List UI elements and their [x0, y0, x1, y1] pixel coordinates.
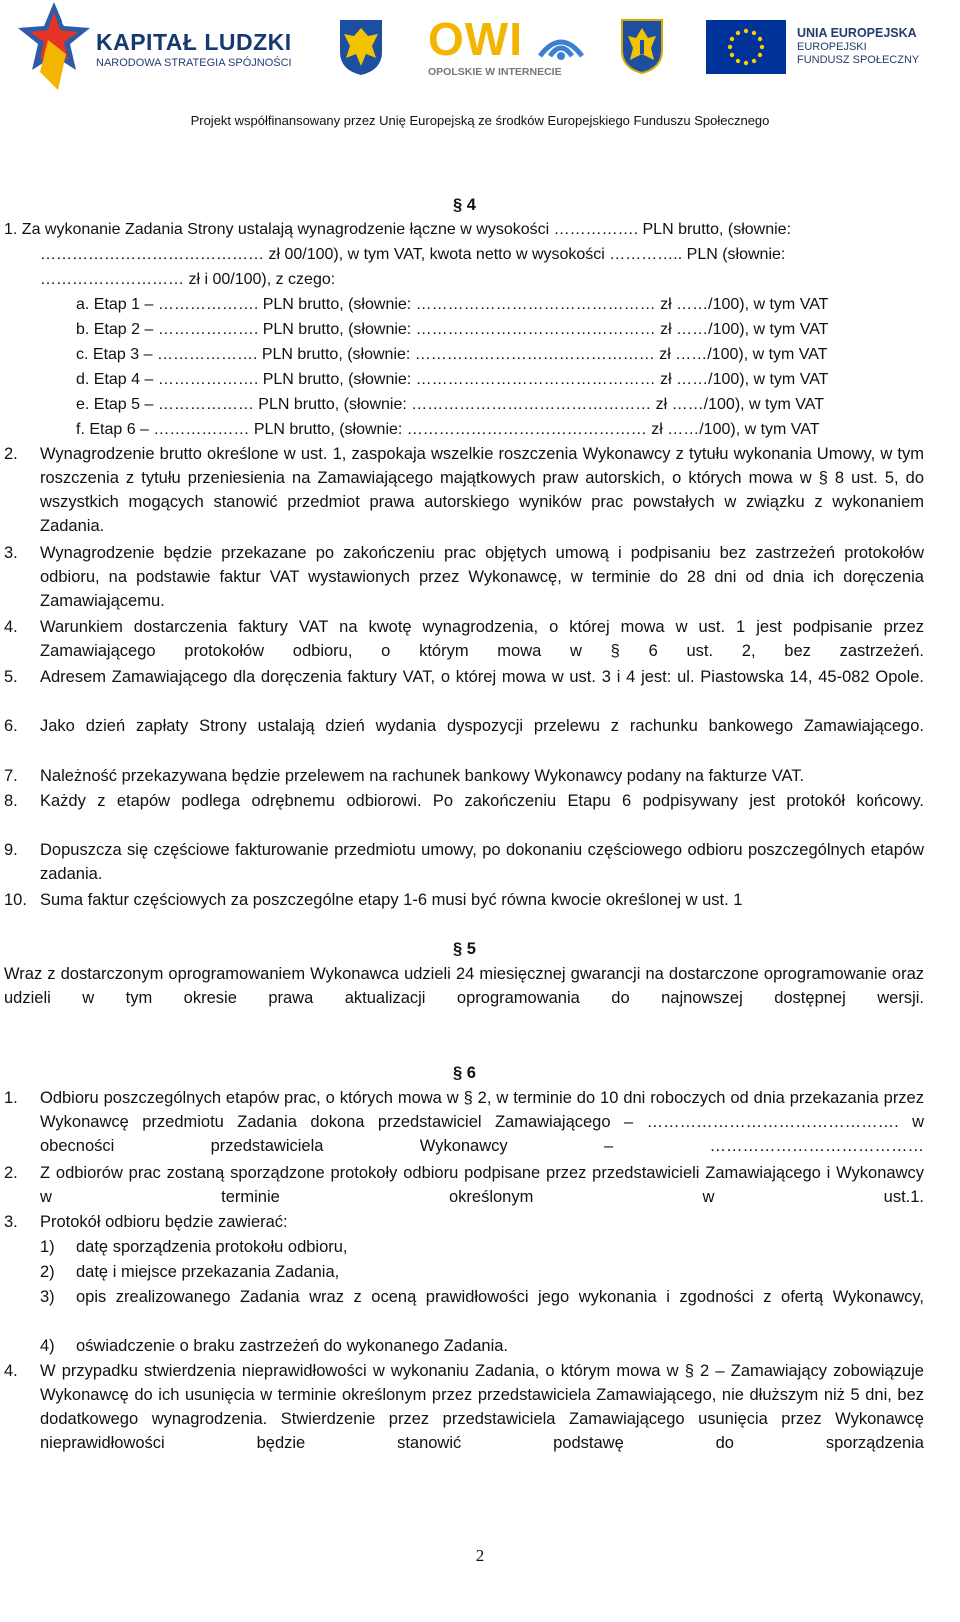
- kapital-ludzki-text: [96, 30, 292, 70]
- s4-p1-line1: 1. Za wykonanie Zadania Strony ustalają wynagrodzenie łączne w wysokości ……………. PLN brutto, (słownie:: [4, 221, 792, 238]
- owi-logo-text: OWI: [428, 13, 523, 65]
- s4-p8-number: 8.: [4, 792, 18, 810]
- s6-p2-number: 2.: [4, 1164, 18, 1182]
- s4-p4-text: Warunkiem dostarczenia faktury VAT na kwotę wynagrodzenia, o której mowa w ust. 1 jest podpisanie przez Zamawiającego protokołów odbioru, o którym mowa w § 6 ust. 2, bez zastrzeżeń.: [40, 618, 924, 660]
- cofinancing-note: Projekt współfinansowany przez Unię Europejską ze środków Europejskiego Funduszu Społecznego: [190, 113, 770, 128]
- s6-item-1-number: 1): [40, 1238, 55, 1256]
- eu-flag-icon: [706, 20, 786, 74]
- s6-item-3-number: 3): [40, 1288, 55, 1306]
- s6-item-4-number: 4): [40, 1337, 55, 1355]
- owi-logo: [428, 14, 588, 84]
- s4-p3-number: 3.: [4, 544, 18, 562]
- s4-p4-number: 4.: [4, 618, 18, 636]
- page-number: 2: [475, 1546, 485, 1565]
- s4-p5-number: 5.: [4, 668, 18, 686]
- kapital-ludzki-logo-icon: [18, 2, 90, 92]
- owi-subtitle: OPOLSKIE W INTERNECIE: [428, 66, 562, 78]
- kapital-ludzki-subtitle: NARODOWA STRATEGIA SPÓJNOŚCI: [96, 57, 292, 69]
- section-4-heading: § 4: [453, 196, 476, 214]
- wifi-icon: [536, 26, 586, 60]
- s4-p9-text: Dopuszcza się częściowe fakturowanie przedmiotu umowy, po dokonaniu częściowego odbioru poszczególnych etapów zadania.: [40, 841, 924, 883]
- s4-p3-text: Wynagrodzenie będzie przekazane po zakończeniu prac objętych umową i podpisaniu bez zastrzeżeń protokołów odbioru, na podstawie faktur VAT wystawionych przez Wykonawcę, w terminie do 28 dni od dnia ich doręczenia Zamawiającemu.: [40, 544, 924, 610]
- s4-etap-6: f. Etap 6 – ……………… PLN brutto, (słownie: ……………………………………… zł ……/100), w tym VAT: [76, 421, 820, 438]
- s4-etap-2: b. Etap 2 – ………………. PLN brutto, (słownie: ……………………………………… zł ……/100), w tym VAT: [76, 321, 829, 338]
- s4-etap-3: c. Etap 3 – ………………. PLN brutto, (słownie: ……………………………………… zł ……/100), w tym VAT: [76, 346, 828, 363]
- s6-item-4-text: oświadczenie o braku zastrzeżeń do wykonanego Zadania.: [76, 1337, 509, 1355]
- s6-item-1-text: datę sporządzenia protokołu odbioru,: [76, 1238, 348, 1256]
- section-6-heading: § 6: [453, 1064, 476, 1082]
- eu-line3: FUNDUSZ SPOŁECZNY: [797, 54, 920, 66]
- s4-etap-4: d. Etap 4 – ………………. PLN brutto, (słownie: ……………………………………… zł ……/100), w tym VAT: [76, 371, 829, 388]
- eu-title: UNIA EUROPEJSKA: [797, 26, 917, 40]
- s4-p7-text: Należność przekazywana będzie przelewem na rachunek bankowy Wykonawcy podany na fakturze VAT.: [40, 767, 805, 785]
- s4-p2-text: Wynagrodzenie brutto określone w ust. 1, zaspokaja wszelkie roszczenia Wykonawcy z tytułu wykonania Umowy, w tym roszczenia z tytułu przeniesienia na Zamawiającego majątkowych praw autorskich, o których mowa w § 8 ust. 5, do wszystkich mogących stanowić przedmiot prawa autorskiego wyników prac powstałych w związku z wykonaniem Zadania.: [40, 445, 924, 535]
- s6-p4-text: W przypadku stwierdzenia nieprawidłowości w wykonaniu Zadania, o którym mowa w § 2 – Zamawiający zobowiązuje Wykonawcę do ich usunięcia w terminie określonym przez przedstawiciela Zamawiającego, nie dłuższym niż 5 dni, bez dodatkowego wynagrodzenia. Stwierdzenie przez przedstawiciela Zamawiającego usunięcia przez Wykonawcę nieprawidłowości będzie stanowić podstawę do sporządzenia: [40, 1362, 924, 1452]
- s4-p10-text: Suma faktur częściowych za poszczególne etapy 1-6 musi być równa kwocie określonej w ust. 1: [40, 891, 743, 909]
- eu-text: [797, 26, 919, 67]
- s4-p9-number: 9.: [4, 841, 18, 859]
- s6-p1-text: Odbioru poszczególnych etapów prac, o których mowa w § 2, w terminie do 10 dni roboczych od dnia przekazania przez Wykonawcę przedmiotu Zadania dokona przedstawiciel Zamawiającego – ………………………………………. w obecności przedstawiciela Wykonawcy – …………………………………: [40, 1089, 924, 1155]
- s4-p6-number: 6.: [4, 717, 18, 735]
- eu-line2: EUROPEJSKI: [797, 41, 867, 53]
- s6-p4-number: 4.: [4, 1362, 18, 1380]
- s6-item-2-text: datę i miejsce przekazania Zadania,: [76, 1263, 340, 1281]
- s4-p2-number: 2.: [4, 445, 18, 463]
- s6-p1-number: 1.: [4, 1089, 18, 1107]
- s4-p8-text: Każdy z etapów podlega odrębnemu odbiorowi. Po zakończeniu Etapu 6 podpisywany jest protokół końcowy.: [40, 792, 924, 810]
- s4-p5-text: Adresem Zamawiającego dla doręczenia faktury VAT, o której mowa w ust. 3 i 4 jest: ul. Piastowska 14, 45-082 Opole.: [40, 668, 924, 686]
- s6-p2-text: Z odbiorów prac zostaną sporządzone protokoły odbioru podpisane przez przedstawicieli Zamawiającego i Wykonawcy w terminie określonym w ust.1.: [40, 1164, 924, 1206]
- silesia-coat-of-arms-icon: [620, 18, 664, 74]
- s4-etap-1: a. Etap 1 – ………………. PLN brutto, (słownie: ……………………………………… zł ……/100), w tym VAT: [76, 296, 829, 313]
- s4-p1-line2: …………………………………… zł 00/100), w tym VAT, kwota netto w wysokości ………….. PLN (słownie:: [40, 246, 786, 263]
- logo-bar: [0, 0, 960, 100]
- s6-p3-number: 3.: [4, 1213, 18, 1231]
- s4-p10-number: 10.: [4, 891, 27, 909]
- section-5-heading: § 5: [453, 940, 476, 958]
- kapital-ludzki-title: KAPITAŁ LUDZKI: [96, 29, 292, 55]
- s4-etap-5: e. Etap 5 – ……………… PLN brutto, (słownie: ……………………………………… zł ……/100), w tym VAT: [76, 396, 824, 413]
- s6-item-2-number: 2): [40, 1263, 55, 1281]
- s5-p1-text: Wraz z dostarczonym oprogramowaniem Wykonawca udzieli 24 miesięcznej gwarancji na dostarczone oprogramowanie oraz udzieli w tym okresie prawa aktualizacji oprogramowania do najnowszej dostępnej wersji.: [4, 965, 924, 1007]
- s4-p1-line3: ……………………… zł i 00/100), z czego:: [40, 271, 336, 288]
- s4-p7-number: 7.: [4, 767, 18, 785]
- s4-p6-text: Jako dzień zapłaty Strony ustalają dzień wydania dyspozycji przelewu z rachunku bankowego Zamawiającego.: [40, 717, 924, 735]
- opole-coat-of-arms-icon: [338, 18, 384, 76]
- s6-item-3-text: opis zrealizowanego Zadania wraz z oceną prawidłowości jego wykonania i zgodności z ofertą Wykonawcy,: [76, 1288, 924, 1306]
- s6-p3-text: Protokół odbioru będzie zawierać:: [40, 1213, 288, 1231]
